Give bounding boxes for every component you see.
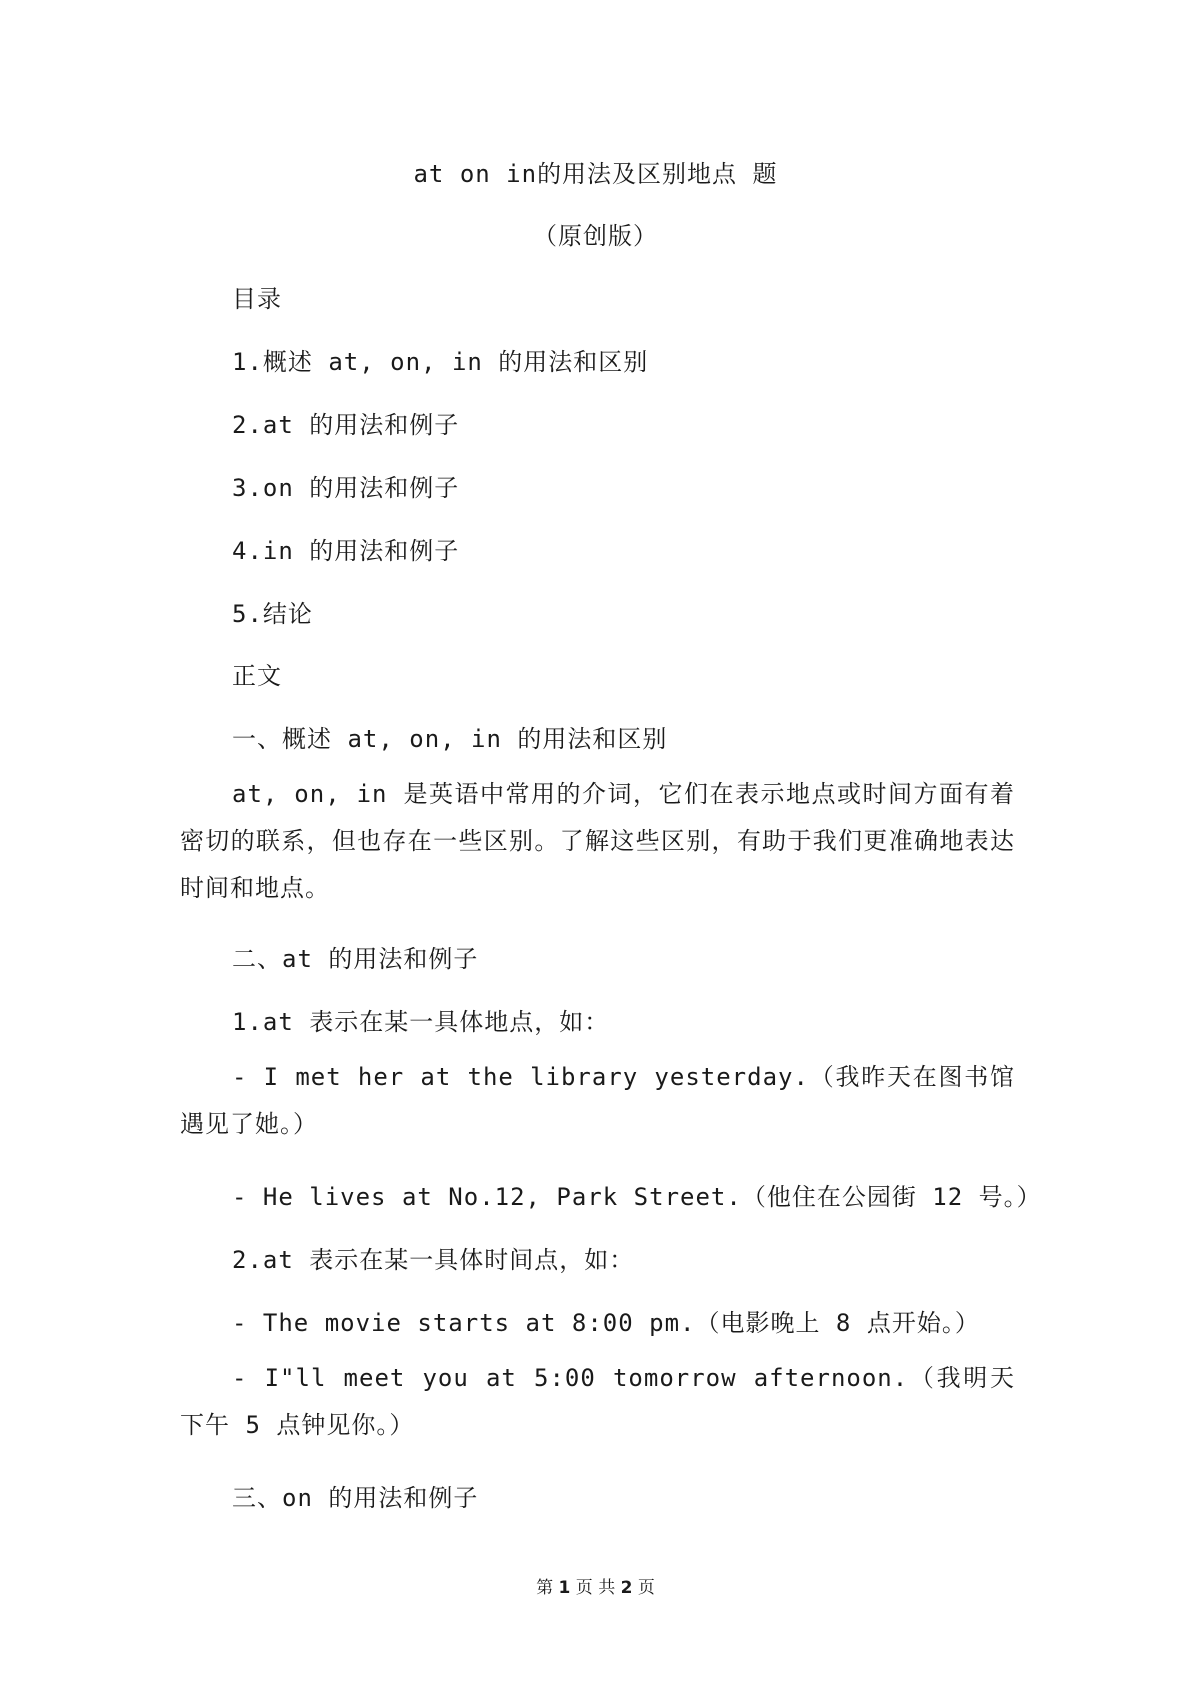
page-footer [0, 1573, 1191, 1598]
footer-suffix: 页 [637, 1578, 655, 1598]
paragraph: at, on, in 是英语中常用的介词，它们在表示地点或时间方面有着密切的联系，但也存在一些区别。了解这些区别，有助于我们更准确地表达时间和地点。 [180, 780, 1015, 902]
document-title: at on in的用法及区别地点 题 [413, 160, 778, 188]
toc-item: 2.at 的用法和例子 [232, 411, 460, 439]
body-heading: 正文 [232, 662, 282, 690]
document-subtitle: （原创版） [533, 222, 658, 250]
example-text: - He lives at No.12, Park Street.（他住在公园街 12 号。） [232, 1183, 1042, 1211]
example-text: - The movie starts at 8:00 pm.（电影晚上 8 点开始。） [232, 1309, 980, 1337]
toc-item: 5.结论 [232, 600, 313, 628]
section-heading: 二、at 的用法和例子 [232, 945, 479, 973]
toc-item: 1.概述 at, on, in 的用法和区别 [232, 348, 649, 376]
example-text: - I"ll meet you at 5:00 tomorrow afternoon.（我明天下午 5 点钟见你。） [180, 1364, 1015, 1439]
point-text: 2.at 表示在某一具体时间点，如： [232, 1246, 635, 1274]
footer-prefix: 第 [536, 1578, 554, 1598]
example-text: - I met her at the library yesterday.（我昨天在图书馆遇见了她。） [180, 1063, 1015, 1138]
toc-heading: 目录 [232, 285, 282, 313]
section-heading: 一、概述 at, on, in 的用法和区别 [232, 725, 668, 753]
footer-middle: 页 共 [575, 1578, 616, 1598]
section-heading: 三、on 的用法和例子 [232, 1484, 479, 1512]
toc-item: 4.in 的用法和例子 [232, 537, 460, 565]
total-page-number: 2 [620, 1578, 633, 1598]
toc-item: 3.on 的用法和例子 [232, 474, 460, 502]
current-page-number: 1 [558, 1578, 571, 1598]
point-text: 1.at 表示在某一具体地点，如： [232, 1008, 610, 1036]
